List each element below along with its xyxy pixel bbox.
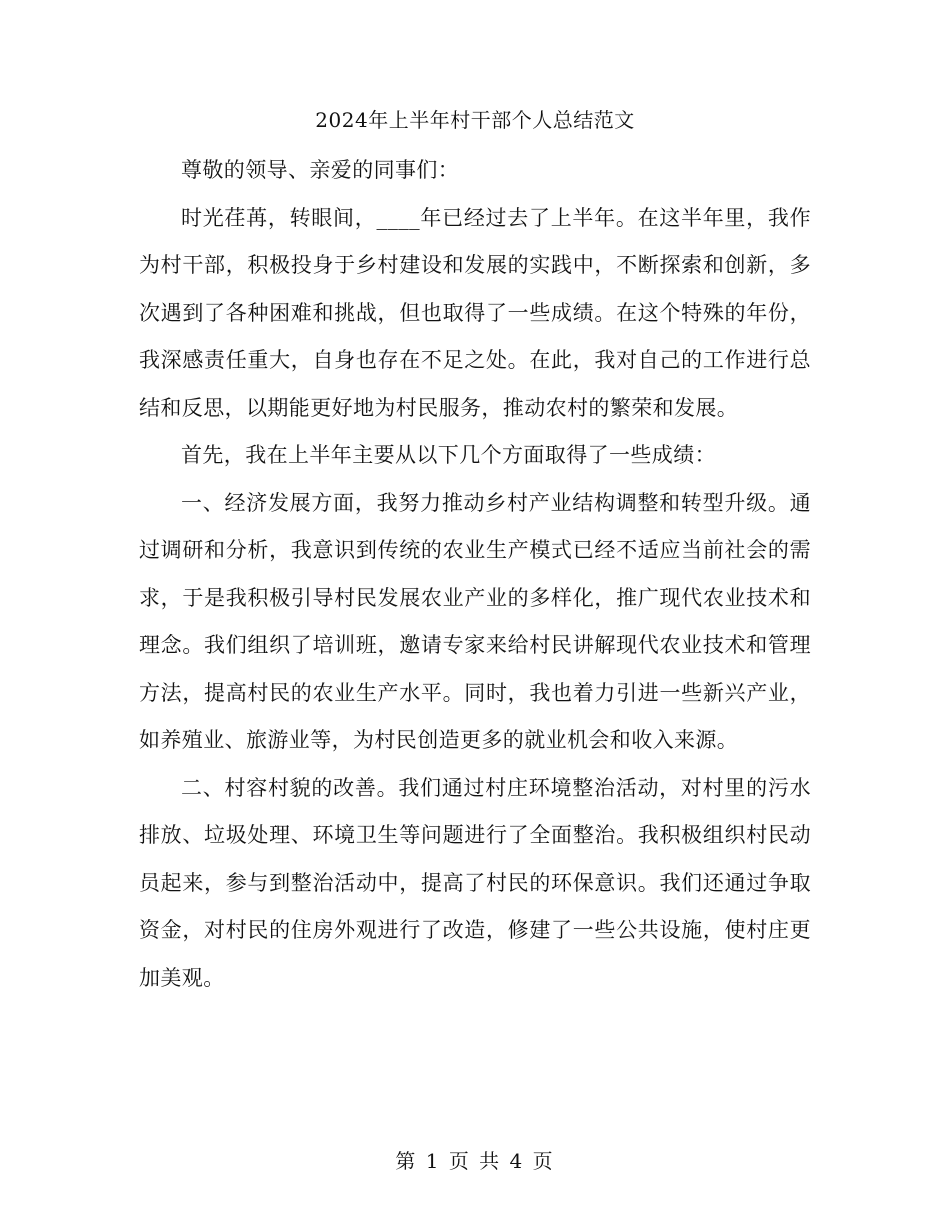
economic-development-paragraph: 一、经济发展方面，我努力推动乡村产业结构调整和转型升级。通过调研和分析，我意识到传统的农业生产模式已经不适应当前社会的需求，于是我积极引导村民发展农业产业的多样化，推广现代农业技术和理念。我们组织了培训班，邀请专家来给村民讲解现代农业技术和管理方法，提高村民的农业生产水平。同时，我也着力引进一些新兴产业，如养殖业、旅游业等，为村民创造更多的就业机会和收入来源。 (139, 490, 811, 752)
village-appearance-paragraph: 二、村容村貌的改善。我们通过村庄环境整治活动，对村里的污水排放、垃圾处理、环境卫生等问题进行了全面整治。我积极组织村民动员起来，参与到整治活动中，提高了村民的环保意识。我们还通过争取资金，对村民的住房外观进行了改造，修建了一些公共设施，使村庄更加美观。 (139, 775, 811, 990)
achievements-intro-paragraph: 首先，我在上半年主要从以下几个方面取得了一些成绩： (181, 443, 716, 467)
intro-paragraph: 时光荏苒，转眼间，____年已经过去了上半年。在这半年里，我作为村干部，积极投身于乡村建设和发展的实践中，不断探索和创新，多次遇到了各种困难和挑战，但也取得了一些成绩。在这个特殊的年份，我深感责任重大，自身也存在不足之处。在此，我对自己的工作进行总结和反思，以期能更好地为村民服务，推动农村的繁荣和发展。 (139, 205, 811, 420)
document-title: 2024年上半年村干部个人总结范文 (315, 108, 635, 132)
document-body (139, 147, 811, 1002)
page-number-footer: 第 1 页 共 4 页 (395, 1149, 555, 1173)
greeting-paragraph: 尊敬的领导、亲爱的同事们： (181, 158, 460, 182)
